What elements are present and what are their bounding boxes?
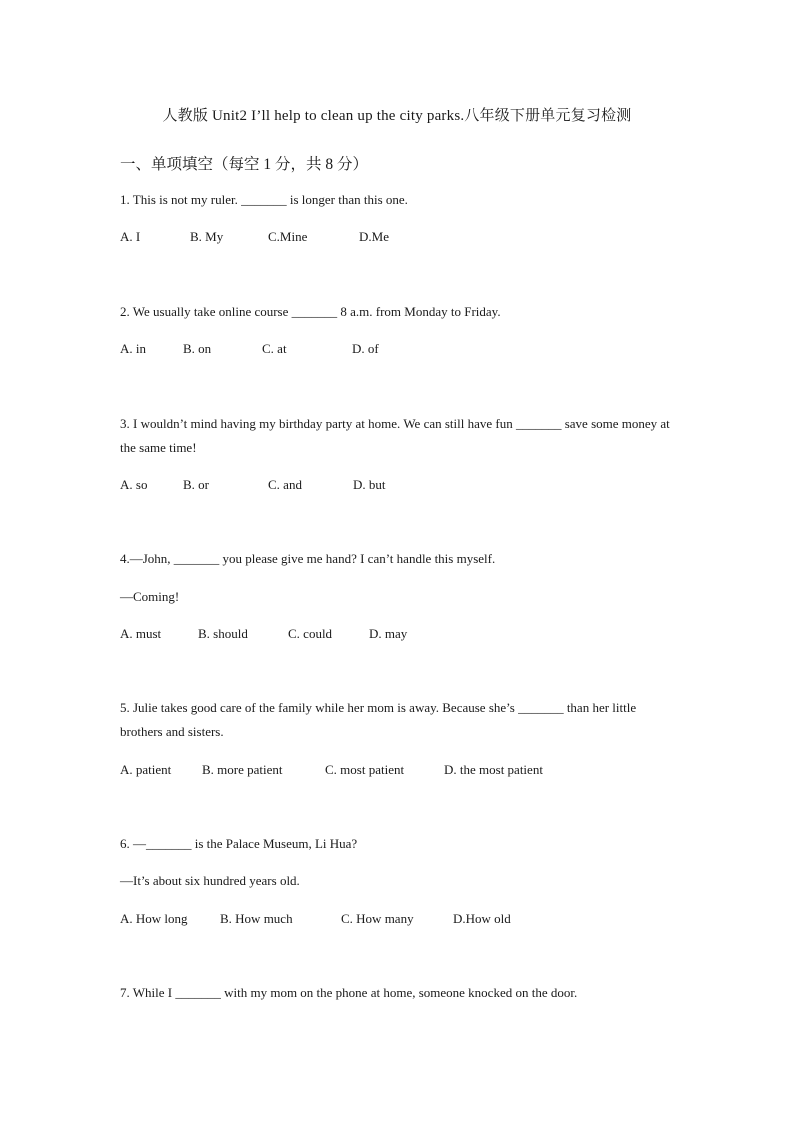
q6-option-b: B. How much bbox=[220, 911, 293, 926]
q5-option-d: D. the most patient bbox=[444, 762, 543, 777]
q4-option-a: A. must bbox=[120, 626, 162, 641]
question-7: 7. While I _______ with my mom on the phone at home, someone knocked on the door. bbox=[120, 985, 578, 1000]
q2-option-b: B. on bbox=[183, 341, 212, 356]
q5-option-b: B. more patient bbox=[202, 762, 283, 777]
q2-option-d: D. of bbox=[352, 341, 379, 356]
question-4-reply: —Coming! bbox=[120, 589, 180, 604]
q3-option-a: A. so bbox=[120, 477, 148, 492]
q2-option-c: C. at bbox=[262, 341, 287, 356]
q5-option-c: C. most patient bbox=[325, 762, 405, 777]
question-1: 1. This is not my ruler. _______ is longer than this one. bbox=[120, 192, 408, 207]
question-2: 2. We usually take online course _______ 8 a.m. from Monday to Friday. bbox=[120, 304, 501, 319]
document-title: 人教版 Unit2 I’ll help to clean up the city parks.八年级下册单元复习检测 bbox=[162, 108, 632, 124]
q1-option-c: C.Mine bbox=[268, 229, 308, 244]
q3-option-c: C. and bbox=[268, 477, 302, 492]
q6-option-d: D.How old bbox=[453, 911, 511, 926]
question-5: 5. Julie takes good care of the family while her mom is away. Because she’s _______ than her little brothers and sisters. bbox=[120, 700, 637, 739]
question-6-reply: —It’s about six hundred years old. bbox=[120, 873, 300, 888]
q3-option-b: B. or bbox=[183, 477, 209, 492]
question-3: 3. I wouldn’t mind having my birthday party at home. We can still have fun _______ save some money at the same time! bbox=[120, 416, 670, 455]
q4-option-c: C. could bbox=[288, 626, 333, 641]
q1-option-a: A. I bbox=[120, 229, 141, 244]
q3-option-d: D. but bbox=[353, 477, 386, 492]
question-6: 6. —_______ is the Palace Museum, Li Hua? bbox=[120, 836, 358, 851]
q1-option-b: B. My bbox=[190, 229, 224, 244]
q4-option-d: D. may bbox=[369, 626, 408, 641]
q2-option-a: A. in bbox=[120, 341, 146, 356]
q6-option-a: A. How long bbox=[120, 911, 188, 926]
q1-option-d: D.Me bbox=[359, 229, 389, 244]
q4-option-b: B. should bbox=[198, 626, 248, 641]
q6-option-c: C. How many bbox=[341, 911, 414, 926]
q5-option-a: A. patient bbox=[120, 762, 172, 777]
section-heading: 一、单项填空（每空 1 分，共 8 分） bbox=[120, 156, 369, 173]
question-4: 4.—John, _______ you please give me hand? I can’t handle this myself. bbox=[120, 551, 496, 566]
